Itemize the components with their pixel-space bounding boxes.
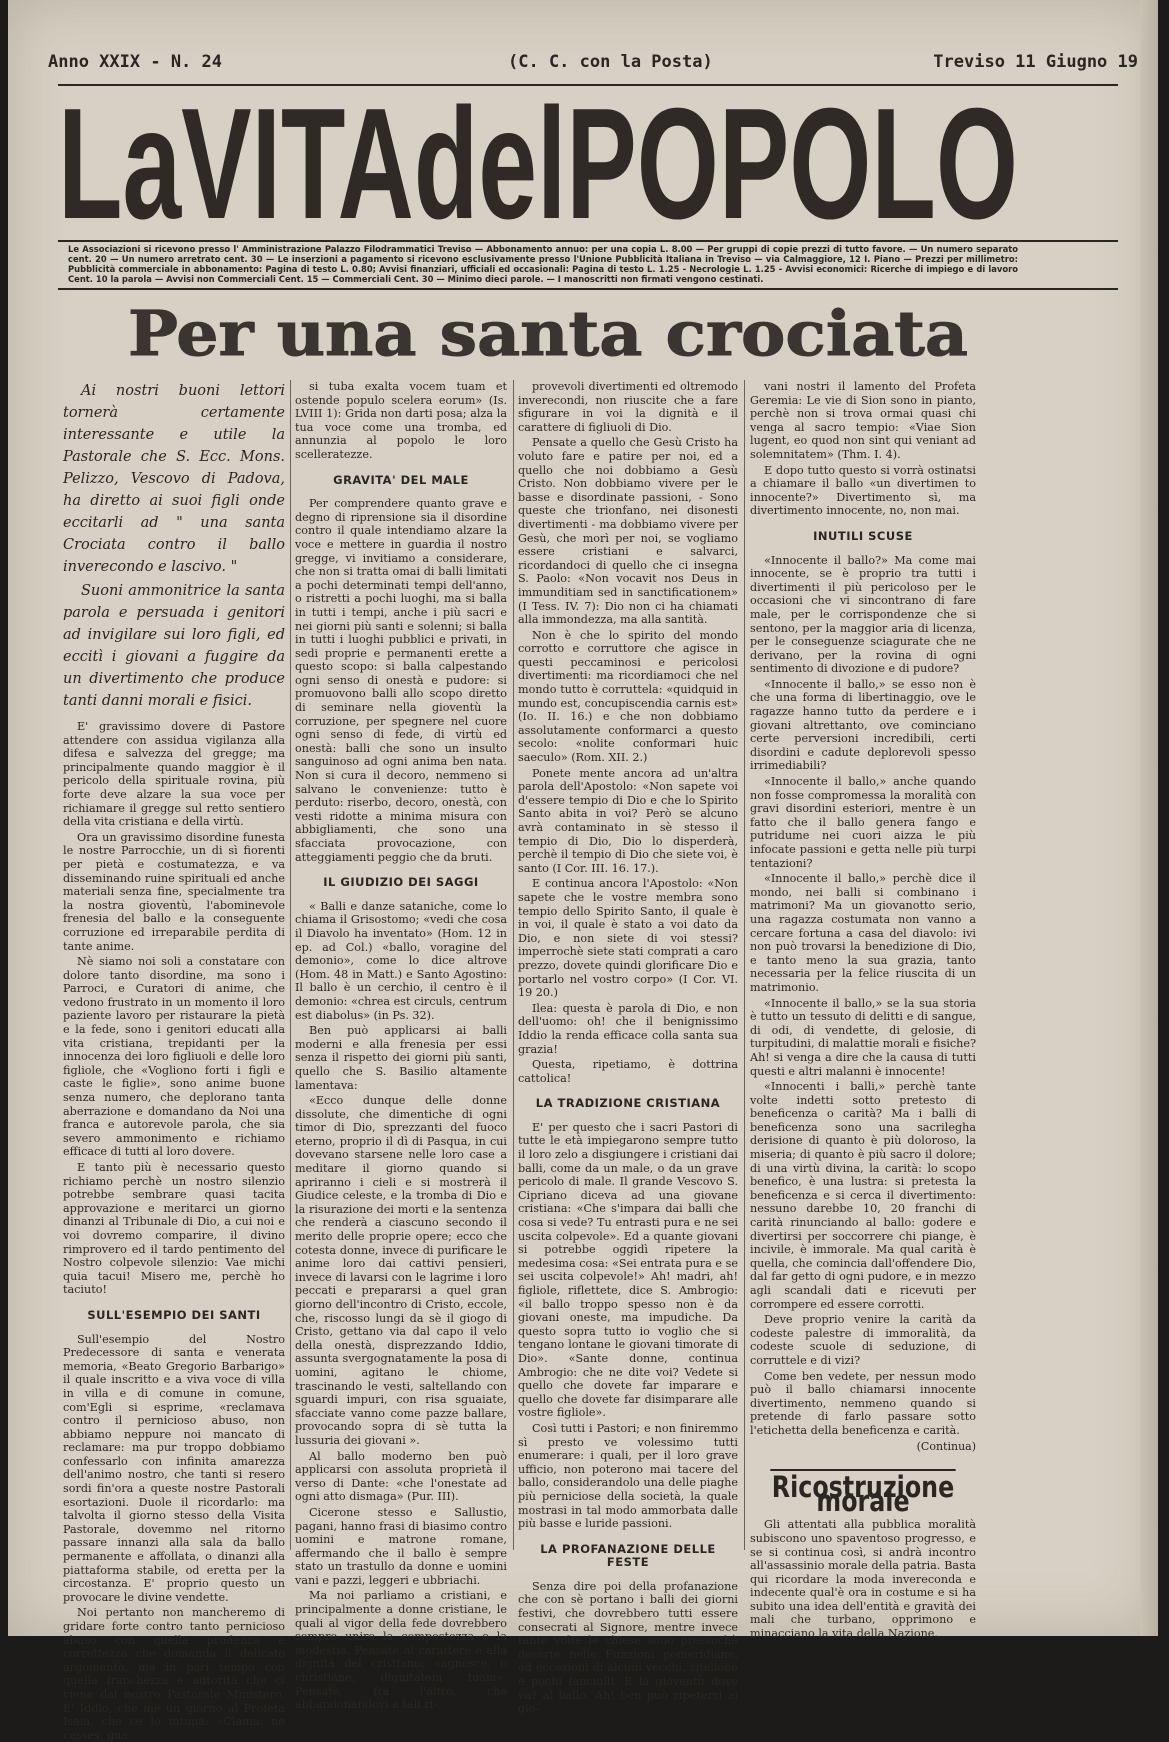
intro-paragraph: Ai nostri buoni lettori tornerà certamente interessante e utile la Pastorale che S. Ecc. Mons. Pelizzo, Vescovo di Padova, ha diretto ai suoi figli onde eccitarli ad " una santa Crociata contro il ballo inverecondo e lascivo. " — [63, 383, 285, 575]
column-separator — [744, 380, 745, 1550]
headline-graphic — [58, 290, 1038, 370]
headline — [58, 290, 1038, 370]
masthead-logo — [48, 76, 1028, 252]
paragraph: vani nostri il lamento del Profeta Geremia: Le vie di Sion sono in pianto, perchè non si trova ormai quasi chi venga al sacro tempio: «Viae Sion lugent, eo quod non sint qui veniant ad solemnitatem» (Thm. I. 4). — [750, 380, 976, 461]
paragraph: Ma noi parliamo a cristiani, e principalmente a donne cristiane, le quali al vigor della fede dovrebbero sempre unire la compostezza e la modestia. Pensate al carattere e alla dignità del cristiano: «agnosce, o christiane, dignitatem tuam». Pensate, fra l'altro, che abbandonandovi a tali ri- — [295, 1589, 507, 1712]
paragraph: E' per questo che i sacri Pastori di tutte le età impiegarono sempre tutto il loro zelo a disgiungere i cristiani dai balli, come da un male, o da un grave pericolo di male. Il grande Vescovo S. Cipriano diceva ad una giovane cristiana: «Che s'impara dai balli che cosa si vede? Tu entrasti pura e ne sei uscita colpevole». Ed a quante giovani si potrebbe oggidì ripetere la medesima cosa: «Sei entrata pura e se sei uscita colpevole!» Ah! madri, ah! figliole, riflettete, dice S. Ambrogio: «il ballo troppo spesso non è da giovani oneste, ma impudiche. Da questo sopra tutto io voglio che si tengano lontane le giovani timorate di Dio». «Sante donne, continua Ambrogio: che ne dite voi? Vedete si quello che dovete far imparare e quello che dovete far disimparare alle vostre figliole». — [518, 1120, 738, 1420]
paragraph: Questa, ripetiamo, è dottrina cattolica! — [518, 1058, 738, 1085]
paragraph: Ilea: questa è parola di Dio, e non dell'uomo: oh! che il benignissimo Iddio la renda efficace colla santa sua grazia! — [518, 1001, 738, 1056]
paragraph: Pensate a quello che Gesù Cristo ha voluto fare e patire per noi, ed a quello che noi dobbiamo a Gesù Cristo. Non dobbiamo vivere per le basse e disordinate passioni, - Sono queste che trionfano, nei disonesti divertimenti - ma dobbiamo vivere per Gesù, che morì per noi, se vogliamo essere cristiani e salvarci, ricordandoci di quello che ci insegna S. Paolo: «Non vocavit nos Deus in immunditiam sed in sanctificationem» (I Tess. IV. 7): Dio non ci ha chiamati alla immondezza, ma alla santità. — [518, 436, 738, 627]
paragraph: Ponete mente ancora ad un'altra parola dell'Apostolo: «Non sapete voi d'essere tempio di Dio e che lo Spirito Santo abita in voi? Però se alcuno avrà contaminato in sè stesso il tempio di Dio, Dio lo disperderà, perchè il tempio di Dio che siete voi, è santo (I Cor. III. 16. 17.). — [518, 766, 738, 875]
paragraph: E' gravissimo dovere di Pastore attendere con assidua vigilanza alla difesa e salvezza del gregge; ma principalmente quando maggior è il pericolo della spirituale rovina, più forte deve alzare la sua voce per richiamare il gregge sul retto sentiero della vita cristiana e della virtù. — [63, 720, 285, 829]
paragraph: Non è che lo spirito del mondo corrotto e corruttore che agisce in questi peccaminosi e pericolosi divertimenti: ma ricordiamoci che nel mondo tutto è corruttela: «quidquid in mundo est, concupiscendia carnis est» (Io. II. 16.) e che non dobbiamo assolutamente conformarci a questo secolo: «nolite conformari huic saeculo» (Rom. XII. 2.) — [518, 628, 738, 765]
paragraph: Ben può applicarsi ai balli moderni e alla frenesia per essi senza il rispetto dei giorni più santi, quello che S. Basilio altamente lamentava: — [295, 1024, 507, 1092]
column-separator — [290, 380, 291, 1550]
page-edge — [1140, 0, 1158, 1636]
paragraph: E dopo tutto questo si vorrà ostinatsi a chiamare il ballo «un divertimen to innocente?» Divertimento sì, ma divertimento innocente, no, non mai. — [750, 463, 976, 518]
paragraph: Senza dire poi della profanazione che con sè portano i balli dei giorni festivi, che dovrebbero tutti essere consecrati al Signore, mentre invece tante volte le chiese sono pressochè deserte nelle Funzioni pomeridiane, ad eccezioni di alcuni vecchi, zitellone e pochi fanciulli. E la gioventù dove va? al ballo. Ah! ben può ripetersi ai gio- — [518, 1579, 738, 1716]
headline-text: Per una santa crociata — [128, 297, 968, 370]
issue-number: Anno XXIX - N. 24 — [48, 52, 222, 72]
paragraph: «Ecco dunque delle donne dissolute, che dimentiche di ogni timor di Dio, sprezzanti del fuoco eterno, proprio il dì di Pasqua, in cui dovevano starsene nelle loro case a meditare il giorno quando si apriranno i cieli e si mostrerà il Giudice celeste, e la tromba di Dio e la risurazione dei morti e la sentenza che renderà a ciascuno secondo il merito delle proprie opere; ecco che cotesta donne, invece di purificare le anime loro dai cattivi pensieri, invece di lavarsi con le lagrime i loro peccati e prepararsi a quel gran giorno dell'incontro di Cristo, eccole, che, riscosso lungi da sè il giogo di Cristo, gettano via dal capo il velo della onestà, disprezzando Iddio, assunta svergognatamente la posa di uomini, agitano le chiome, trascinando le vesti, saltellando con sguardi impuri, con risa sguaiate, sfacciate vanno come pazze ballare, provocando sopra di sè tutta la lussuria dei giovani ». — [295, 1094, 507, 1447]
paragraph: Ora un gravissimo disordine funesta le nostre Parrocchie, un di sì fiorenti per pietà e costumatezza, e va disseminando ruine spirituali ed anche materiali senza fine, specialmente tra la nostra gioventù, l'abominevole frenesia del ballo e la conseguente corruzione ed irreparabile perdita di tante anime. — [63, 830, 285, 953]
masthead-rule — [58, 240, 1118, 242]
paragraph: Così tutti i Pastori; e non finiremmo sì presto ve volessimo tutti enumerare: i quali, per il loro grave ufficio, non poterono mai tacere del ballo, considerandolo una delle piaghe più perniciose della società, la quale mostrasi in tal modo ammorbata dalle più basse e luride passioni. — [518, 1421, 738, 1531]
paragraph: si tuba exalta vocem tuam et ostende populo scelera eorum» (Is. LVIII 1): Grida non darti posa; alza la tua voce come una tromba, ed annunzia al popolo le loro scelleratezze. — [295, 380, 507, 461]
paragraph: «Innocente il ballo,» se esso non è che una forma di libertinaggio, ove le ragazze hanno tutto da perdere e i giovani altrettanto, ove cominciano certe perversioni incredibili, certi disordini e cadute deplorevoli spesso irrimediabili? — [750, 677, 976, 773]
newspaper-page — [8, 0, 1158, 1742]
paragraph: Cicerone stesso e Sallustio, pagani, hanno frasi di biasimo contro uomini e matrone romane, affermando che il ballo è sempre stato un trastullo da donne e uomini vani e pazzi, leggeri e ubbriachi. — [295, 1505, 507, 1587]
paragraph: Al ballo moderno ben può applicarsi con assoluta proprietà il verso di Dante: «che l'onestate ad ogni atto dismaga» (Pur. III). — [295, 1449, 507, 1504]
paragraph: «Innocente il ballo,» se la sua storia è tutto un tessuto di delitti e di sangue, di odi, di vendette, di gelosie, di turpitudini, di malattie morali e fisiche? Ah! si venga a dire che la causa di tutti questi e altri malanni è innocente! — [750, 996, 976, 1078]
section-heading: GRAVITA' DEL MALE — [333, 472, 469, 487]
paragraph: E tanto più è necessario questo richiamo perchè un nostro silenzio potrebbe sembrare quasi tacita approvazione e meritarci un giorno dinanzi al Tribunale di Dio, a cui noi e voi dovremo comparire, il divino rimprovero ed il tardo pentimento del Nostro colpevole silenzio: Vae michi quia tacui! Misero me, perchè ho taciuto! — [63, 1161, 285, 1297]
paragraph: «Innocente il ballo?» Ma come mai innocente, se è proprio tra tutti i divertimenti il più pericoloso per le occasioni che vi sincontrano di fare male, per le corrispondenze che si sentono, per la maggior aria di licenza, per le conseguenze sciagurate che ne derivano, per la rovina di ogni sentimento di divozione e di pudore? — [750, 553, 976, 676]
paragraph: «Innocente il ballo,» anche quando non fosse compromessa la moralità con gravi disordini esteriori, mentre è un fatto che il ballo genera fango e putridume nei cuori aizza le più infocate passioni e getta nelle più turpi tentazioni? — [750, 775, 976, 870]
paragraph: E continua ancora l'Apostolo: «Non sapete che le vostre membra sono tempio dello Spirito Santo, il quale è in voi, il quale è stato a voi dato da Dio, e non siete di voi stessi? imperrochè siete stati comprati a caro prezzo, dovete quindi glorificare Dio e portarlo nel vostro corpo» (I Cor. VI. 19 20.) — [518, 877, 738, 1000]
masthead — [48, 76, 1028, 252]
column-1 — [63, 380, 285, 1742]
section-heading: LA PROFANAZIONE DELLE FESTE — [540, 1541, 716, 1570]
issue-date: Treviso 11 Giugno 19 — [933, 52, 1138, 72]
section-heading: IL GIUDIZIO DEI SAGGI — [323, 875, 479, 890]
column-4 — [750, 380, 976, 1641]
paragraph: provevoli divertimenti ed oltremodo inverecondi, non riuscite che a fare sfigurare in voi la dignità e il carattere di figliuoli di Dio. — [518, 380, 738, 434]
article-title: Ricostruzione morale — [771, 1470, 955, 1518]
paragraph: Sull'esempio del Nostro Predecessore di santa e venerata memoria, «Beato Gregorio Barbarigo» il quale inscritto e a viva voce di villa in villa e di comune in comune, com'Egli si esprime, «reclamava contro il pernicioso abuso, non abbiamo neppure noi mancato di reclamare: ma pur troppo dobbiamo confessarlo con infinita amarezza dell'animo nostro, che tanti si resero sordi fin'ora a queste nostre Pastorali esortazioni. Duole il ricordarlo: ma talvolta il giorno stesso della Visita Pastorale, dovemmo nel ritorno passare innanzi alla sala da ballo permanente e affollata, o dinanzi alla piattaforma stabile, od eretta per la circostanza. E' proprio questo un provocare le divine vendette. — [63, 1332, 285, 1604]
intro-note — [63, 380, 285, 712]
paragraph: Nè siamo noi soli a constatare con dolore tanto disordine, ma sono i Parroci, e Curatori di anime, che vedono frustrato in un momento il loro paziente lavoro per ristaurare la pietà e la fede, sono i genitori educati alla vita cristiana, trepidanti per la innocenza dei loro figliuoli e delle loro figliole, che «Vogliono forti i figli e caste le figlie», sono anime buone senza numero, che deplorano tanta aberrazione e domandano da Noi una franca e autorevole parola, che sia severo ammonimento e richiamo efficace di tutti al loro dovere. — [63, 955, 285, 1159]
column-2 — [295, 380, 507, 1712]
subscription-info: Le Associazioni si ricevono presso l' Amministrazione Palazzo Filodrammatici Treviso — Abbonamento annuo: per una copia L. 8.00 — Per gruppi di copie prezzi di tutto favore. — Un numero separato cent. 20 — Un numero arretrato cent. 30 — Le inserzioni a pagamento si ricevono esclusivamente presso l'Unione Pubblicità Italiana in Treviso — via Calmaggiore, 12 I. Piano — Prezzi per millimetro: Pubblicità commerciale in abbonamento: Pagina di testo L. 0.80; Avvisi finanziari, ufficiali ed occasionali: Pagina di testo L. 1.25 - Necrologie L. 1.25 - Avvisi economici: Ricerche di impiego e di lavoro Cent. 10 la parola — Avvisi non Commerciali Cent. 15 — Commerciali Cent. 30 — Minimo dieci parole. — I manoscritti non firmati vengono cestinati. — [68, 244, 1018, 284]
paragraph: « Balli e danze sataniche, come lo chiama il Grisostomo; «vedi che cosa il Diavolo ha inventato» (Hom. 12 in ep. ad Col.) «ballo, voragine del demonio», come lo dice altrove (Hom. 48 in Matt.) e Santo Agostino: Il ballo è un cerchio, il centro è il demonio: «chrea est circuls, centrum est diabolus» (in Ps. 32). — [295, 899, 507, 1022]
intro-paragraph: Suoni ammonitrice la santa parola e persuada i genitori ad invigilare sui loro figli, ed eccitì i giovani a fuggire da un divertimento che produce tanti danni morali e fisici. — [63, 583, 285, 709]
column-3 — [518, 380, 738, 1716]
paragraph: Come ben vedete, per nessun modo può il ballo chiamarsi innocente divertimento, nemmeno quando si pretende di farlo passare sotto l'etichetta della beneficenza e carità. — [750, 1369, 976, 1437]
paragraph: «Innocenti i balli,» perchè tante volte indetti sotto pretesto di beneficenza o carità? Ma i balli di beneficenza sono una sacrilegha derisione di quanto è più doloroso, la miseria; di quanto è più sacro il dolore; di una virtù divina, la carità: lo scopo benefico, è una lustra: si pretesta la beneficenza e si cerca il divertimento: nessuno darebbe 10, 20 franchi di carità rinunciando al ballo: godere e divertirsi per soccorrere chi piange, è incivile, è immorale. Ma qual carità è quella, che comincia dall'offendere Dio, dal far getto di ogni pudore, e in mezzo agli scandali dati e ricevuti per corrompere ed essere corrotti. — [750, 1080, 976, 1311]
paragraph: Deve proprio venire la carità da codeste palestre di immoralità, da codeste scuole di seduzione, di corruttele e di vizi? — [750, 1313, 976, 1367]
masthead-title: LaVITAdelPOPOLO — [58, 76, 1019, 252]
paragraph: Noi pertanto non mancheremo di gridare forte contro tanto pernicioso abuso con quella prudenza e correttezza che domanda il delicato argomento, ma in pari tempo con quella franchezza e autorità che ci viene dal nostro Pastorale Ministero. E' Iddio, che me un giorno al Profeta Isaia, che ce lo intima: «Clama: ne cesses: qua- — [63, 1606, 285, 1742]
section-heading: SULL'ESEMPIO DEI SANTI — [87, 1307, 261, 1322]
column-separator — [513, 380, 514, 1550]
paragraph: Gli attentati alla pubblica moralità subiscono uno spaventoso progresso, e se si continua così, si andrà incontro all'assassinio morale della patria. Basta qui ricordare la moda invereconda e indecente qual'è ora in costume e si ha subito una idea dell'entità e gravità dei mali che turbano, opprimono e minacciano la vita della Nazione. — [750, 1518, 976, 1641]
section-heading: INUTILI SCUSE — [813, 528, 913, 543]
paragraph: «Innocente il ballo,» perchè dice il mondo, nei balli si combinano i matrimoni? Ma un giovanotto serio, una ragazza costumata non vanno a cercare fortuna a casa del diavolo: ivi non può trovarsi la benedizione di Dio, e tanto meno la sua grazia, tanto necessaria per la felice riuscita di un matrimonio. — [750, 872, 976, 994]
section-heading: LA TRADIZIONE CRISTIANA — [535, 1096, 721, 1111]
continued-note: (Continua) — [916, 1439, 976, 1453]
postal-note: (C. C. con la Posta) — [508, 52, 713, 72]
paragraph: Per comprendere quanto grave e degno di riprensione sia il disordine contro il quale intendiamo alzare la voce e mettere in guardia il nostro gregge, vi invitiamo a considerare, che non si tratta omai di balli limitati a pochi determinati tempi dell'anno, o ristretti a pochi luoghi, ma si balla in tutti i tempi, anche i più sacri e nei giorni più santi e solenni; si balla in tutti i luoghi pubblici e privati, in sedi proprie e permanenti erette a questo scopo: si balla calpestando ogni senso di onestà e pudore: si promuovono balli allo scopo diretto di seminare nella gioventù la corruzione, per spegnere nel cuore ogni senso di fede, di virtù ed onestà: balli che sono un insulto sanguinoso ad ogni anima ben nata. Non si cura il decoro, nemmeno si salvano le convenienze: tutto è perduto: riserbo, decoro, onestà, con vesti ridotte a minima misura con abbigliamenti, che sono una sfacciata provocazione, con atteggiamenti peggio che da bruti. — [295, 497, 507, 864]
